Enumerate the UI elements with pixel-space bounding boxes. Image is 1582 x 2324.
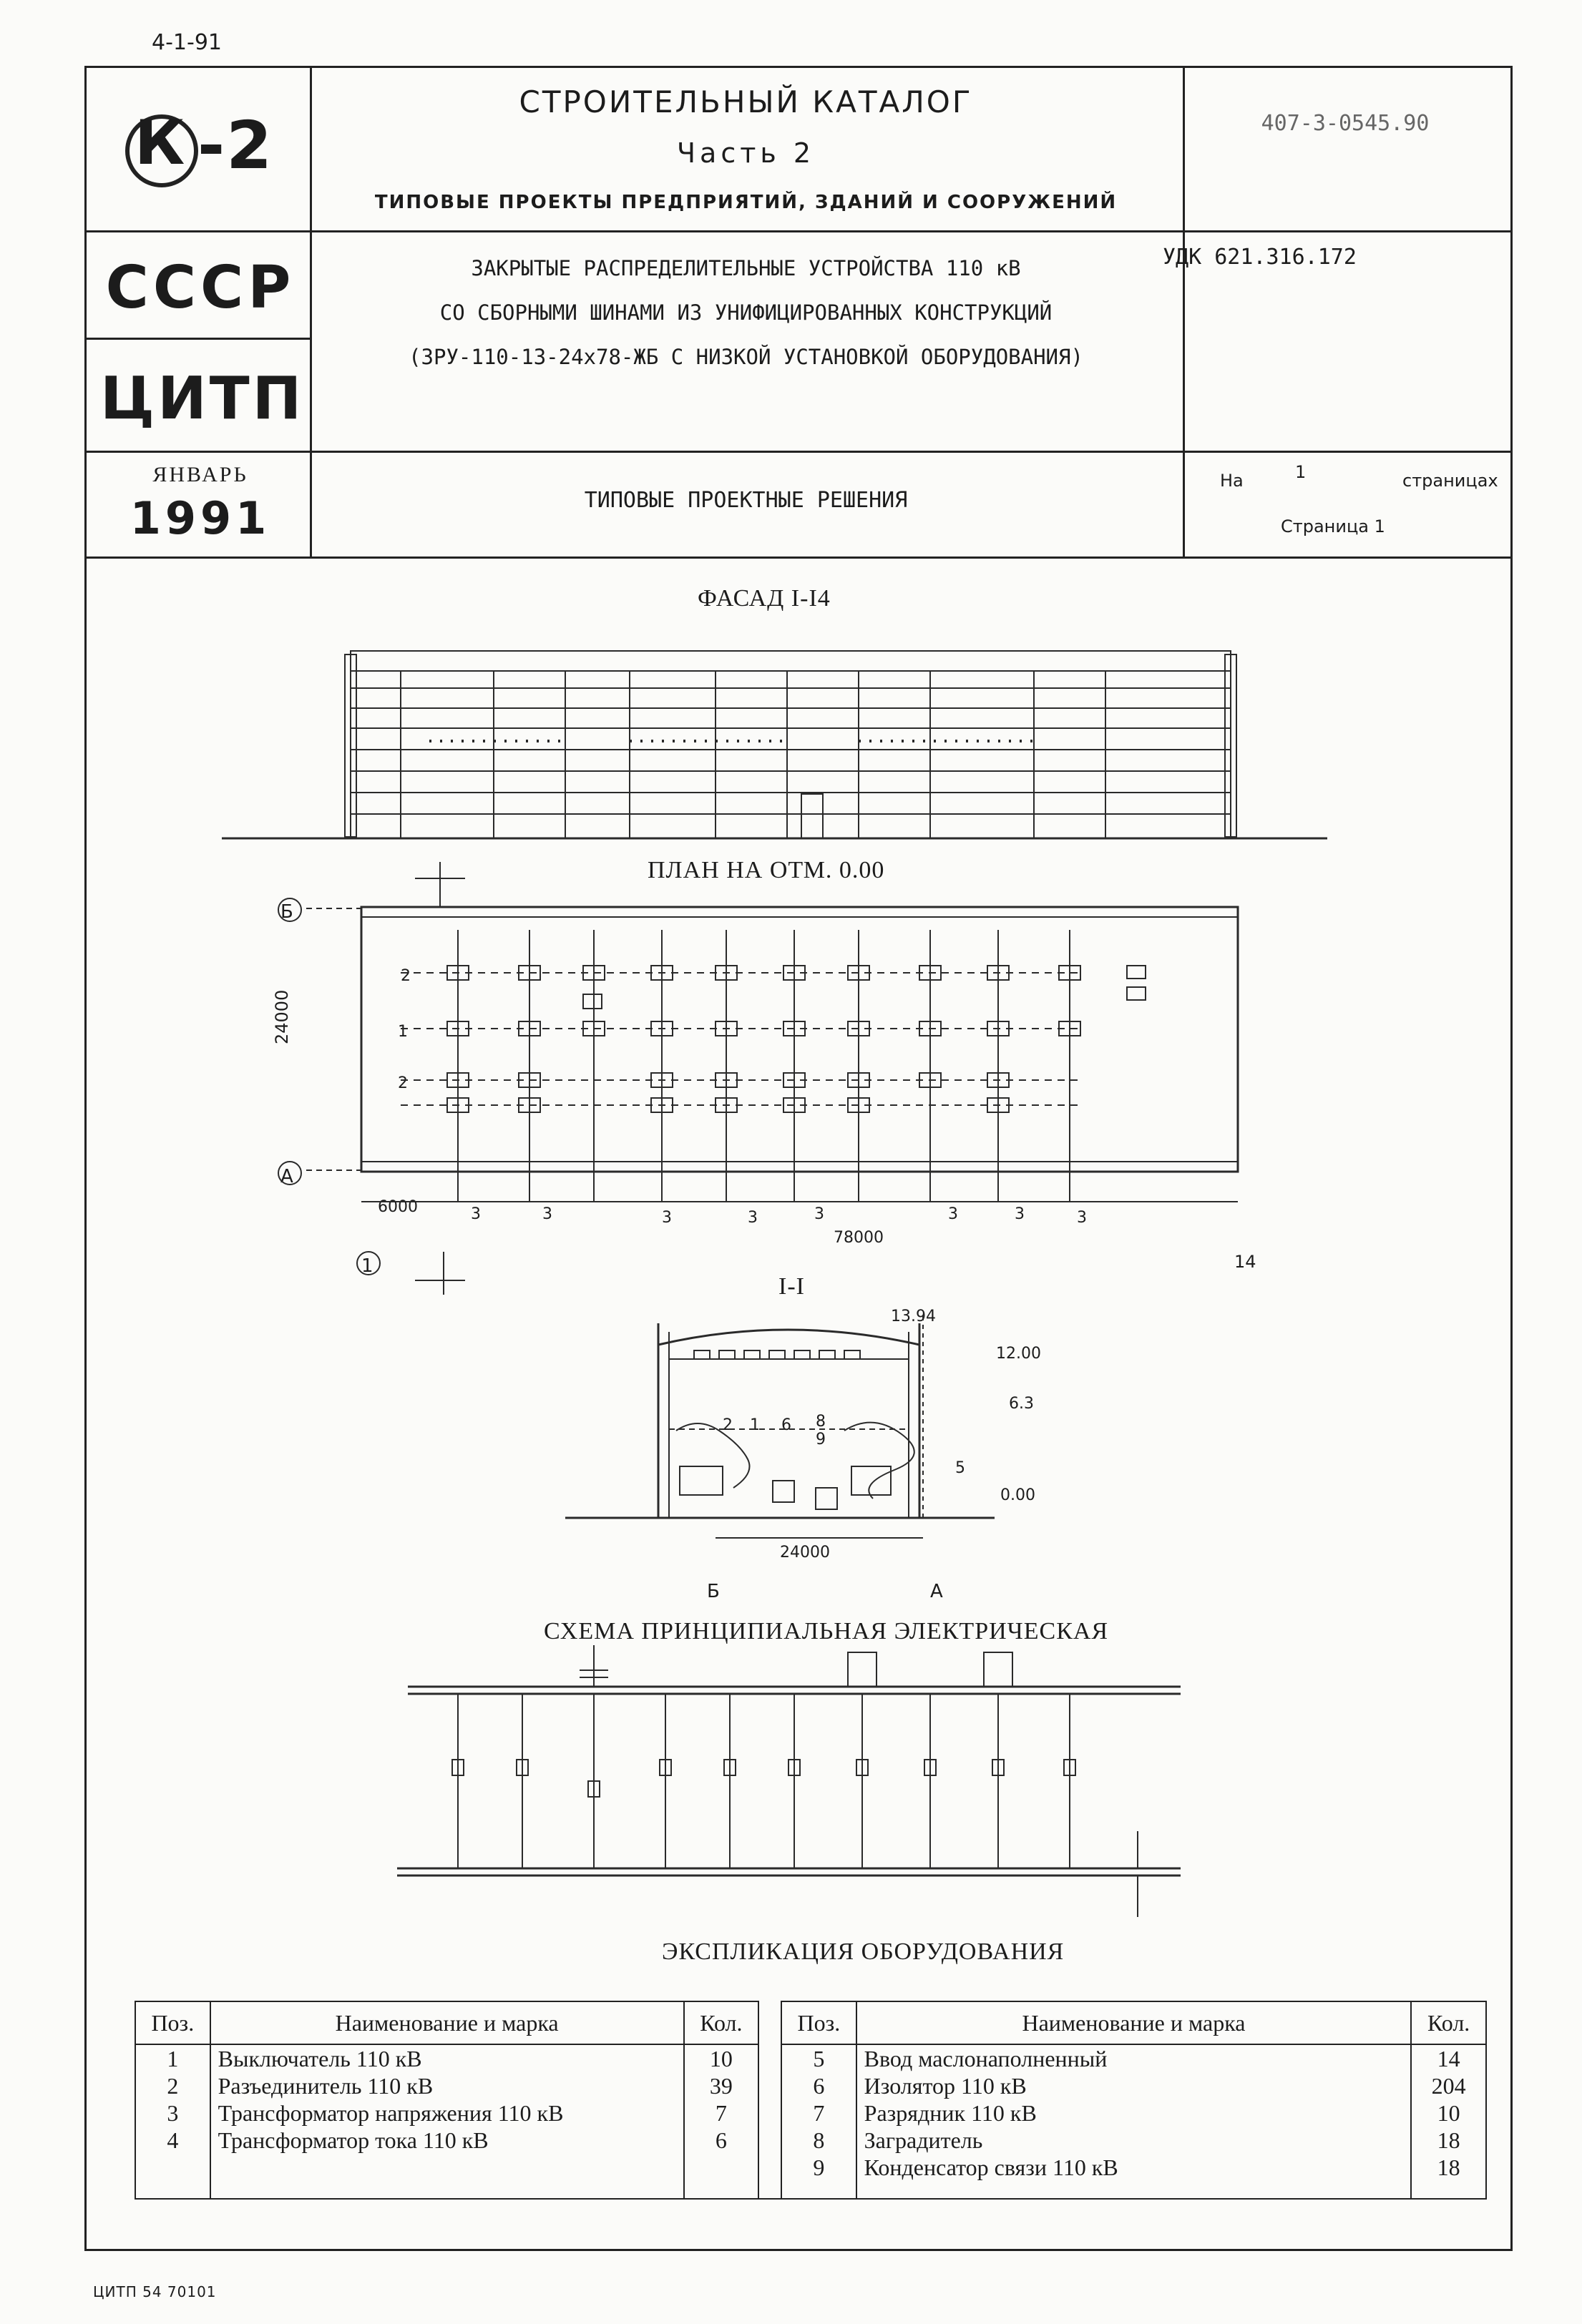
section-axis-a: А [930, 1581, 943, 1602]
pos-cell: 1 [135, 2044, 210, 2072]
project-title-line: СО СБОРНЫМИ ШИНАМИ ИЗ УНИФИЦИРОВАННЫХ КОНСТРУКЦИЙ [439, 300, 1053, 325]
section-pos-label: 2 [723, 1416, 733, 1434]
logo-letter: К [135, 107, 185, 179]
plan-drawing [278, 862, 1238, 1295]
scheme-title: СХЕМА ПРИНЦИПИАЛЬНАЯ ЭЛЕКТРИЧЕСКАЯ [544, 1618, 1109, 1644]
plan-step-dimension: 6000 [378, 1198, 418, 1216]
axis-label-a: А [280, 1166, 293, 1187]
pages-count: 1 [1295, 462, 1307, 482]
qty-cell: 10 [684, 2044, 759, 2072]
plan-row-label: 2 [401, 967, 411, 985]
plan-length-dimension: 78000 [834, 1229, 884, 1247]
plan-title: ПЛАН НА ОТМ. 0.00 [648, 857, 885, 883]
plan-row-label: 1 [398, 1023, 408, 1041]
column-header: Поз. [781, 2001, 856, 2044]
page-number: Страница 1 [1281, 516, 1385, 536]
catalog-subtitle: ТИПОВЫЕ ПРОЕКТЫ ПРЕДПРИЯТИЙ, ЗДАНИЙ И СООРУЖЕНИЙ [374, 192, 1118, 213]
plan-mark-3: 3 [814, 1205, 824, 1223]
plan-mark-3: 3 [1077, 1209, 1087, 1227]
issue-month: ЯНВАРЬ [152, 463, 248, 486]
name-cell: Ввод маслонаполненный [856, 2044, 1412, 2072]
document-code: 4-1-91 [152, 30, 222, 55]
column-header: Поз. [135, 2001, 210, 2044]
qty-cell: 18 [1411, 2127, 1486, 2154]
column-header: Кол. [1411, 2001, 1486, 2044]
section-pos-label: 9 [816, 1431, 826, 1448]
qty-cell: 6 [684, 2127, 759, 2154]
footer-code: ЦИТП 54 70101 [93, 2283, 217, 2300]
column-header: Наименование и марка [210, 2001, 684, 2044]
section-title: I-I [778, 1273, 805, 1300]
name-cell: Трансформатор тока 110 кВ [210, 2127, 684, 2154]
electrical-scheme [397, 1645, 1181, 1917]
pos-cell: 6 [781, 2072, 856, 2099]
pos-cell: 8 [781, 2127, 856, 2154]
pages-prefix: На [1220, 471, 1244, 491]
plan-mark-3: 3 [1015, 1205, 1025, 1223]
table-row [135, 2127, 1486, 2154]
facade-title: ФАСАД I-I4 [698, 585, 831, 612]
issue-year: 1991 [130, 492, 271, 544]
axis-label-14: 14 [1234, 1252, 1256, 1272]
equipment-table [135, 2001, 1487, 2200]
table-row [135, 2044, 1486, 2072]
section-drawing [565, 1316, 995, 1538]
project-title-line: ЗАКРЫТЫЕ РАСПРЕДЕЛИТЕЛЬНЫЕ УСТРОЙСТВА 110 кВ [471, 256, 1021, 280]
name-cell: Разрядник 110 кВ [856, 2099, 1412, 2127]
section-level-mark: 0.00 [1000, 1486, 1035, 1504]
name-cell: Изолятор 110 кВ [856, 2072, 1412, 2099]
axis-label-b: Б [280, 901, 293, 923]
org-label: ЦИТП [100, 365, 305, 433]
qty-cell: 14 [1411, 2044, 1486, 2072]
pos-cell: 4 [135, 2127, 210, 2154]
section-axis-b: Б [707, 1581, 720, 1602]
plan-mark-3: 3 [948, 1205, 958, 1223]
qty-cell: 10 [1411, 2099, 1486, 2127]
section-level-mark: 12.00 [996, 1345, 1041, 1363]
column-header: Кол. [684, 2001, 759, 2044]
project-title-line: (ЗРУ-110-13-24х78-ЖБ С НИЗКОЙ УСТАНОВКОЙ ОБОРУДОВАНИЯ) [409, 345, 1083, 369]
table-header-row [135, 2001, 1486, 2044]
typical-solutions-label: ТИПОВЫЕ ПРОЕКТНЫЕ РЕШЕНИЯ [584, 488, 908, 513]
equipment-title: ЭКСПЛИКАЦИЯ ОБОРУДОВАНИЯ [662, 1938, 1065, 1965]
qty-cell: 39 [684, 2072, 759, 2099]
plan-mark-3: 3 [542, 1205, 552, 1223]
section-top-mark: 13.94 [891, 1308, 936, 1325]
facade-drawing [222, 651, 1327, 838]
name-cell: Трансформатор напряжения 110 кВ [210, 2099, 684, 2127]
catalog-title: СТРОИТЕЛЬНЫЙ КАТАЛОГ [519, 84, 973, 119]
pos-cell: 9 [781, 2154, 856, 2199]
name-cell: Заградитель [856, 2127, 1412, 2154]
section-width-dimension: 24000 [780, 1544, 830, 1561]
country-label: СССР [105, 254, 296, 322]
section-level-mark: 6.3 [1009, 1395, 1034, 1413]
logo-number: -2 [197, 107, 274, 184]
qty-cell: 204 [1411, 2072, 1486, 2099]
catalog-part: Часть 2 [676, 137, 816, 169]
name-cell: Конденсатор связи 110 кВ [856, 2154, 1412, 2199]
name-cell: Выключатель 110 кВ [210, 2044, 684, 2072]
column-header: Наименование и марка [856, 2001, 1412, 2044]
plan-width-dimension: 24000 [272, 989, 292, 1044]
pos-cell: 7 [781, 2099, 856, 2127]
pos-cell: 3 [135, 2099, 210, 2127]
table-row [135, 2072, 1486, 2099]
plan-mark-3: 3 [662, 1209, 672, 1227]
qty-cell: 18 [1411, 2154, 1486, 2199]
table-row [135, 2099, 1486, 2127]
section-pos-label: 6 [781, 1416, 791, 1434]
section-pos-label: 1 [750, 1416, 760, 1434]
plan-mark-3: 3 [471, 1205, 481, 1223]
section-pos-label: 5 [955, 1459, 965, 1477]
qty-cell: 7 [684, 2099, 759, 2127]
plan-row-label: 2 [398, 1074, 408, 1092]
udk-code: УДК 621.316.172 [1163, 245, 1357, 270]
pos-cell: 5 [781, 2044, 856, 2072]
plan-mark-3: 3 [748, 1209, 758, 1227]
project-code: 407-3-0545.90 [1261, 111, 1430, 136]
section-pos-label: 8 [816, 1413, 826, 1431]
table-row [135, 2154, 1486, 2199]
pages-suffix: страницах [1402, 471, 1498, 491]
axis-label-1: 1 [361, 1255, 373, 1277]
name-cell: Разъединитель 110 кВ [210, 2072, 684, 2099]
pos-cell: 2 [135, 2072, 210, 2099]
